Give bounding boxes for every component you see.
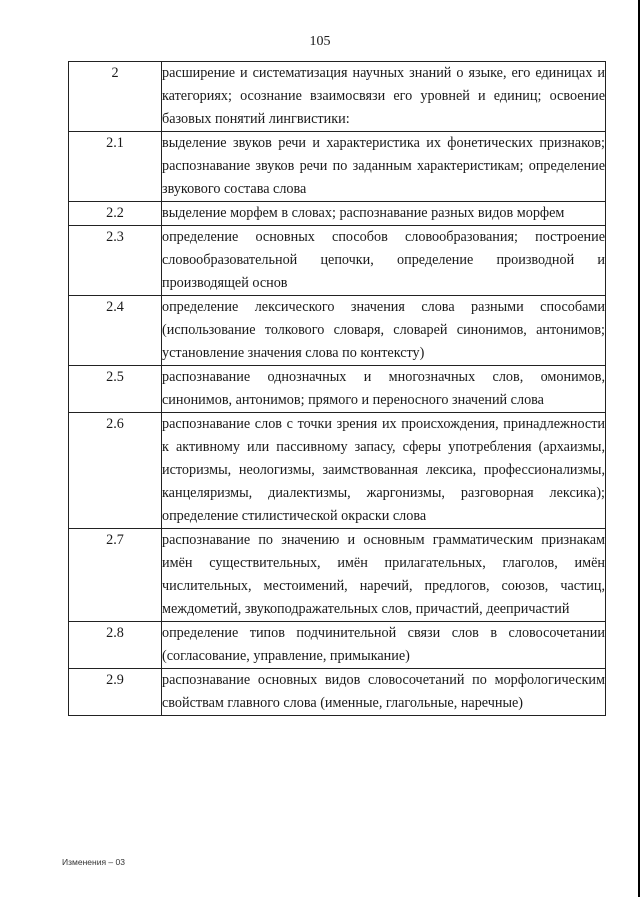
table-row <box>69 622 606 669</box>
page-number: 105 <box>309 34 331 49</box>
table-row <box>69 529 606 622</box>
table-row <box>69 226 606 296</box>
row-number: 2.5 <box>69 366 162 413</box>
row-text: определение типов подчинительной связи слов в словосочетании (согласование, управление, примыкание) <box>162 622 606 669</box>
row-text: распознавание основных видов словосочетаний по морфологическим свойствам главного слова (именные, глагольные, наречные) <box>162 669 606 716</box>
table-row <box>69 669 606 716</box>
requirements-table <box>68 61 606 716</box>
row-text: определение лексического значения слова разными способами (использование толкового словаря, словарей синонимов, антонимов; установление значения слова по контексту) <box>162 296 606 366</box>
row-number: 2.7 <box>69 529 162 622</box>
row-number: 2.3 <box>69 226 162 296</box>
row-text: выделение звуков речи и характеристика их фонетических признаков; распознавание звуков речи по заданным характеристикам; определение звукового состава слова <box>162 132 606 202</box>
row-number: 2.8 <box>69 622 162 669</box>
table-row <box>69 132 606 202</box>
table-row <box>69 202 606 226</box>
row-text: расширение и систематизация научных знаний о языке, его единицах и категориях; осознание взаимосвязи его уровней и единиц; освоение базовых понятий лингвистики: <box>162 62 606 132</box>
row-number: 2.9 <box>69 669 162 716</box>
row-number: 2.1 <box>69 132 162 202</box>
row-number: 2 <box>69 62 162 132</box>
row-text: распознавание однозначных и многозначных слов, омонимов, синонимов, антонимов; прямого и переносного значений слова <box>162 366 606 413</box>
row-number: 2.6 <box>69 413 162 529</box>
table-row <box>69 366 606 413</box>
table-row <box>69 413 606 529</box>
row-number: 2.4 <box>69 296 162 366</box>
row-text: определение основных способов словообразования; построение словообразовательной цепочки, определение производной и производящей основ <box>162 226 606 296</box>
table-row <box>69 62 606 132</box>
table-row <box>69 296 606 366</box>
row-text: распознавание слов с точки зрения их происхождения, принадлежности к активному или пассивному запасу, сферы употребления (архаизмы, историзмы, неологизмы, заимствованная лексика, профессионализмы, канцеляризмы, диалектизмы, жаргонизмы, разговорная лексика); определение стилистической окраски слова <box>162 413 606 529</box>
footer-revision: Изменения – 03 <box>62 857 125 867</box>
row-number: 2.2 <box>69 202 162 226</box>
row-text: распознавание по значению и основным грамматическим признакам имён существительных, имён прилагательных, глаголов, имён числительных, местоимений, наречий, предлогов, союзов, частиц, междометий, звукоподражательных слов, причастий, деепричастий <box>162 529 606 622</box>
row-text: выделение морфем в словах; распознавание разных видов морфем <box>162 202 606 226</box>
